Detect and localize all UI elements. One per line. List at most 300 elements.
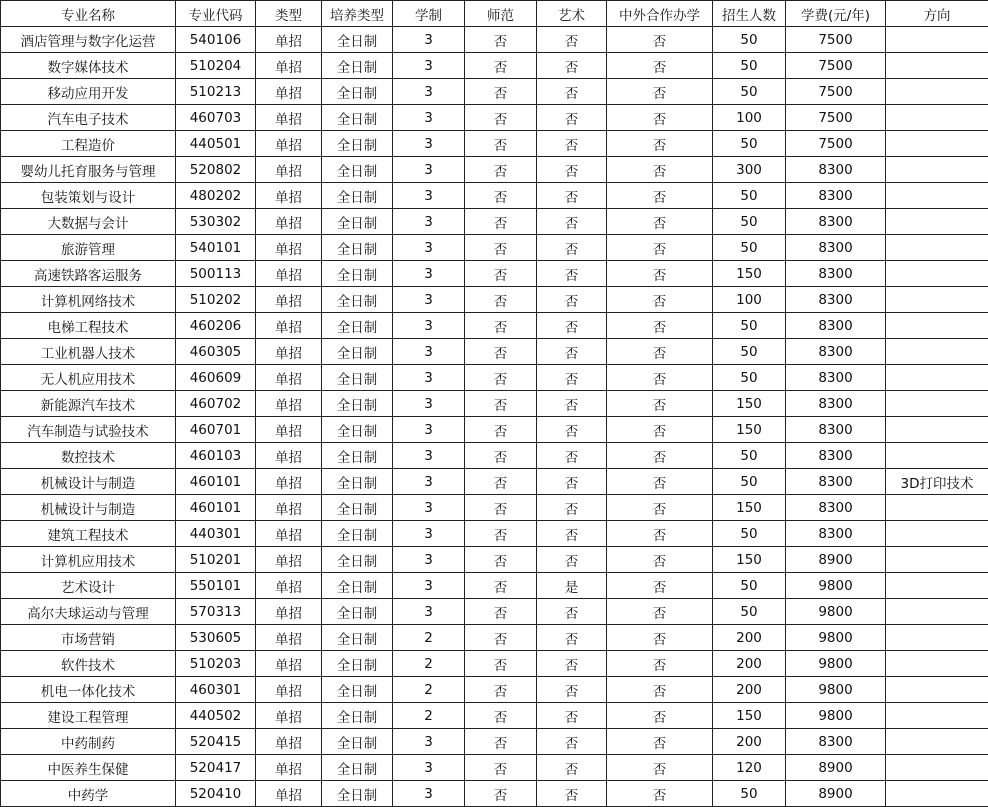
table-row <box>1 599 988 625</box>
cell-enrollment: 50 <box>713 131 786 157</box>
cell-training-type: 全日制 <box>322 365 393 391</box>
cell-duration: 3 <box>393 339 465 365</box>
cell-major-name: 中药制药 <box>1 729 176 755</box>
cell-major-code: 460101 <box>176 469 256 495</box>
cell-sino-foreign: 否 <box>607 183 713 209</box>
cell-enrollment: 50 <box>713 53 786 79</box>
cell-art: 否 <box>537 313 607 339</box>
cell-enrollment: 150 <box>713 547 786 573</box>
cell-type: 单招 <box>256 313 322 339</box>
cell-direction <box>886 417 988 443</box>
cell-enrollment: 100 <box>713 105 786 131</box>
cell-major-name: 旅游管理 <box>1 235 176 261</box>
cell-major-code: 460609 <box>176 365 256 391</box>
cell-direction <box>886 443 988 469</box>
header-enrollment: 招生人数 <box>713 1 786 27</box>
cell-type: 单招 <box>256 599 322 625</box>
cell-type: 单招 <box>256 27 322 53</box>
table-row <box>1 417 988 443</box>
cell-major-code: 510203 <box>176 651 256 677</box>
cell-major-code: 520802 <box>176 157 256 183</box>
cell-training-type: 全日制 <box>322 677 393 703</box>
cell-normal: 否 <box>465 547 537 573</box>
cell-normal: 否 <box>465 625 537 651</box>
cell-major-name: 数控技术 <box>1 443 176 469</box>
cell-type: 单招 <box>256 53 322 79</box>
cell-major-name: 工程造价 <box>1 131 176 157</box>
table-row <box>1 443 988 469</box>
cell-major-code: 510202 <box>176 287 256 313</box>
cell-direction <box>886 781 988 807</box>
cell-major-name: 无人机应用技术 <box>1 365 176 391</box>
cell-direction <box>886 703 988 729</box>
cell-sino-foreign: 否 <box>607 313 713 339</box>
cell-type: 单招 <box>256 391 322 417</box>
cell-normal: 否 <box>465 261 537 287</box>
cell-duration: 3 <box>393 209 465 235</box>
cell-enrollment: 50 <box>713 443 786 469</box>
cell-duration: 3 <box>393 183 465 209</box>
cell-type: 单招 <box>256 365 322 391</box>
cell-direction <box>886 183 988 209</box>
cell-sino-foreign: 否 <box>607 339 713 365</box>
cell-tuition: 8300 <box>786 443 886 469</box>
table-row <box>1 183 988 209</box>
table-row <box>1 651 988 677</box>
cell-normal: 否 <box>465 27 537 53</box>
cell-direction <box>886 365 988 391</box>
cell-tuition: 8900 <box>786 755 886 781</box>
cell-major-code: 510213 <box>176 79 256 105</box>
cell-normal: 否 <box>465 287 537 313</box>
cell-art: 否 <box>537 261 607 287</box>
table-row <box>1 53 988 79</box>
cell-tuition: 7500 <box>786 105 886 131</box>
cell-enrollment: 50 <box>713 469 786 495</box>
cell-enrollment: 50 <box>713 27 786 53</box>
cell-tuition: 8300 <box>786 469 886 495</box>
table-row <box>1 235 988 261</box>
cell-direction: 3D打印技术 <box>886 469 988 495</box>
cell-major-code: 460701 <box>176 417 256 443</box>
cell-sino-foreign: 否 <box>607 391 713 417</box>
cell-enrollment: 200 <box>713 625 786 651</box>
cell-art: 是 <box>537 573 607 599</box>
cell-normal: 否 <box>465 53 537 79</box>
cell-direction <box>886 755 988 781</box>
cell-sino-foreign: 否 <box>607 495 713 521</box>
cell-training-type: 全日制 <box>322 703 393 729</box>
cell-duration: 3 <box>393 313 465 339</box>
table-row <box>1 729 988 755</box>
cell-major-code: 460703 <box>176 105 256 131</box>
cell-normal: 否 <box>465 521 537 547</box>
cell-enrollment: 150 <box>713 495 786 521</box>
cell-training-type: 全日制 <box>322 443 393 469</box>
cell-art: 否 <box>537 391 607 417</box>
cell-sino-foreign: 否 <box>607 365 713 391</box>
cell-art: 否 <box>537 469 607 495</box>
cell-type: 单招 <box>256 625 322 651</box>
cell-training-type: 全日制 <box>322 261 393 287</box>
cell-normal: 否 <box>465 755 537 781</box>
cell-normal: 否 <box>465 79 537 105</box>
cell-normal: 否 <box>465 235 537 261</box>
cell-enrollment: 200 <box>713 729 786 755</box>
cell-direction <box>886 547 988 573</box>
table-row <box>1 339 988 365</box>
cell-direction <box>886 599 988 625</box>
cell-training-type: 全日制 <box>322 131 393 157</box>
cell-major-code: 530302 <box>176 209 256 235</box>
cell-normal: 否 <box>465 573 537 599</box>
cell-major-name: 大数据与会计 <box>1 209 176 235</box>
cell-tuition: 8300 <box>786 417 886 443</box>
cell-enrollment: 50 <box>713 235 786 261</box>
cell-sino-foreign: 否 <box>607 261 713 287</box>
cell-major-code: 480202 <box>176 183 256 209</box>
cell-art: 否 <box>537 443 607 469</box>
cell-type: 单招 <box>256 677 322 703</box>
cell-major-code: 460305 <box>176 339 256 365</box>
cell-tuition: 8300 <box>786 157 886 183</box>
cell-type: 单招 <box>256 703 322 729</box>
cell-type: 单招 <box>256 261 322 287</box>
cell-sino-foreign: 否 <box>607 443 713 469</box>
cell-tuition: 8300 <box>786 365 886 391</box>
table-row <box>1 391 988 417</box>
cell-direction <box>886 573 988 599</box>
cell-training-type: 全日制 <box>322 339 393 365</box>
cell-major-name: 新能源汽车技术 <box>1 391 176 417</box>
cell-tuition: 9800 <box>786 625 886 651</box>
cell-training-type: 全日制 <box>322 105 393 131</box>
cell-normal: 否 <box>465 365 537 391</box>
cell-normal: 否 <box>465 157 537 183</box>
cell-training-type: 全日制 <box>322 183 393 209</box>
cell-sino-foreign: 否 <box>607 625 713 651</box>
cell-major-name: 建筑工程技术 <box>1 521 176 547</box>
cell-enrollment: 150 <box>713 703 786 729</box>
cell-normal: 否 <box>465 781 537 807</box>
table-row <box>1 209 988 235</box>
cell-normal: 否 <box>465 313 537 339</box>
table-row <box>1 105 988 131</box>
cell-sino-foreign: 否 <box>607 469 713 495</box>
cell-sino-foreign: 否 <box>607 781 713 807</box>
cell-duration: 3 <box>393 599 465 625</box>
cell-duration: 2 <box>393 625 465 651</box>
cell-duration: 3 <box>393 469 465 495</box>
cell-duration: 3 <box>393 729 465 755</box>
cell-tuition: 8300 <box>786 521 886 547</box>
cell-training-type: 全日制 <box>322 209 393 235</box>
cell-training-type: 全日制 <box>322 27 393 53</box>
cell-direction <box>886 287 988 313</box>
cell-direction <box>886 131 988 157</box>
cell-training-type: 全日制 <box>322 157 393 183</box>
cell-duration: 2 <box>393 703 465 729</box>
cell-enrollment: 120 <box>713 755 786 781</box>
cell-enrollment: 50 <box>713 781 786 807</box>
cell-art: 否 <box>537 105 607 131</box>
cell-sino-foreign: 否 <box>607 573 713 599</box>
cell-type: 单招 <box>256 495 322 521</box>
cell-direction <box>886 677 988 703</box>
cell-art: 否 <box>537 729 607 755</box>
cell-major-code: 500113 <box>176 261 256 287</box>
cell-training-type: 全日制 <box>322 521 393 547</box>
cell-art: 否 <box>537 53 607 79</box>
cell-major-code: 520410 <box>176 781 256 807</box>
cell-duration: 3 <box>393 391 465 417</box>
cell-normal: 否 <box>465 391 537 417</box>
cell-normal: 否 <box>465 183 537 209</box>
cell-major-code: 510201 <box>176 547 256 573</box>
cell-art: 否 <box>537 365 607 391</box>
cell-enrollment: 50 <box>713 365 786 391</box>
cell-major-name: 移动应用开发 <box>1 79 176 105</box>
cell-duration: 2 <box>393 651 465 677</box>
cell-direction <box>886 729 988 755</box>
cell-art: 否 <box>537 79 607 105</box>
table-body <box>1 27 988 807</box>
cell-major-code: 570313 <box>176 599 256 625</box>
cell-type: 单招 <box>256 781 322 807</box>
cell-normal: 否 <box>465 339 537 365</box>
table-row <box>1 313 988 339</box>
cell-tuition: 8300 <box>786 495 886 521</box>
cell-duration: 3 <box>393 495 465 521</box>
cell-training-type: 全日制 <box>322 495 393 521</box>
cell-major-code: 460702 <box>176 391 256 417</box>
cell-type: 单招 <box>256 79 322 105</box>
table-row <box>1 547 988 573</box>
cell-direction <box>886 521 988 547</box>
cell-major-name: 数字媒体技术 <box>1 53 176 79</box>
cell-direction <box>886 27 988 53</box>
cell-type: 单招 <box>256 755 322 781</box>
cell-type: 单招 <box>256 183 322 209</box>
cell-enrollment: 50 <box>713 209 786 235</box>
header-type: 类型 <box>256 1 322 27</box>
cell-training-type: 全日制 <box>322 651 393 677</box>
cell-art: 否 <box>537 27 607 53</box>
cell-training-type: 全日制 <box>322 781 393 807</box>
cell-sino-foreign: 否 <box>607 53 713 79</box>
cell-direction <box>886 209 988 235</box>
cell-sino-foreign: 否 <box>607 209 713 235</box>
cell-art: 否 <box>537 781 607 807</box>
cell-major-name: 工业机器人技术 <box>1 339 176 365</box>
table-row <box>1 157 988 183</box>
cell-sino-foreign: 否 <box>607 27 713 53</box>
cell-direction <box>886 313 988 339</box>
table-row <box>1 261 988 287</box>
header-duration: 学制 <box>393 1 465 27</box>
cell-training-type: 全日制 <box>322 313 393 339</box>
cell-major-name: 酒店管理与数字化运营 <box>1 27 176 53</box>
cell-training-type: 全日制 <box>322 79 393 105</box>
cell-tuition: 8300 <box>786 261 886 287</box>
cell-normal: 否 <box>465 703 537 729</box>
cell-major-code: 460103 <box>176 443 256 469</box>
cell-training-type: 全日制 <box>322 391 393 417</box>
cell-training-type: 全日制 <box>322 599 393 625</box>
cell-direction <box>886 651 988 677</box>
cell-enrollment: 50 <box>713 339 786 365</box>
cell-sino-foreign: 否 <box>607 729 713 755</box>
cell-major-name: 计算机应用技术 <box>1 547 176 573</box>
table-row <box>1 469 988 495</box>
cell-major-code: 460101 <box>176 495 256 521</box>
cell-direction <box>886 625 988 651</box>
header-major-code: 专业代码 <box>176 1 256 27</box>
table-row <box>1 79 988 105</box>
cell-enrollment: 50 <box>713 313 786 339</box>
cell-enrollment: 50 <box>713 521 786 547</box>
cell-tuition: 8300 <box>786 339 886 365</box>
header-normal: 师范 <box>465 1 537 27</box>
cell-major-code: 440501 <box>176 131 256 157</box>
cell-direction <box>886 79 988 105</box>
cell-enrollment: 50 <box>713 599 786 625</box>
cell-normal: 否 <box>465 495 537 521</box>
cell-major-code: 550101 <box>176 573 256 599</box>
cell-type: 单招 <box>256 287 322 313</box>
cell-training-type: 全日制 <box>322 573 393 599</box>
cell-major-name: 汽车制造与试验技术 <box>1 417 176 443</box>
cell-major-name: 市场营销 <box>1 625 176 651</box>
cell-tuition: 7500 <box>786 27 886 53</box>
table-row <box>1 781 988 807</box>
cell-training-type: 全日制 <box>322 417 393 443</box>
cell-major-code: 520415 <box>176 729 256 755</box>
cell-art: 否 <box>537 703 607 729</box>
table-row <box>1 131 988 157</box>
cell-normal: 否 <box>465 599 537 625</box>
cell-training-type: 全日制 <box>322 755 393 781</box>
cell-art: 否 <box>537 677 607 703</box>
cell-duration: 3 <box>393 365 465 391</box>
cell-sino-foreign: 否 <box>607 131 713 157</box>
cell-duration: 3 <box>393 235 465 261</box>
cell-duration: 3 <box>393 443 465 469</box>
cell-type: 单招 <box>256 131 322 157</box>
table-row <box>1 365 988 391</box>
cell-direction <box>886 495 988 521</box>
cell-duration: 3 <box>393 287 465 313</box>
cell-sino-foreign: 否 <box>607 79 713 105</box>
cell-major-name: 机械设计与制造 <box>1 469 176 495</box>
cell-training-type: 全日制 <box>322 625 393 651</box>
cell-training-type: 全日制 <box>322 287 393 313</box>
cell-normal: 否 <box>465 443 537 469</box>
cell-major-name: 机械设计与制造 <box>1 495 176 521</box>
cell-normal: 否 <box>465 651 537 677</box>
cell-enrollment: 200 <box>713 677 786 703</box>
cell-enrollment: 150 <box>713 391 786 417</box>
cell-major-code: 460301 <box>176 677 256 703</box>
cell-sino-foreign: 否 <box>607 755 713 781</box>
cell-direction <box>886 339 988 365</box>
cell-type: 单招 <box>256 235 322 261</box>
header-sino-foreign: 中外合作办学 <box>607 1 713 27</box>
cell-sino-foreign: 否 <box>607 599 713 625</box>
cell-tuition: 8900 <box>786 547 886 573</box>
cell-normal: 否 <box>465 469 537 495</box>
cell-duration: 3 <box>393 417 465 443</box>
cell-duration: 3 <box>393 261 465 287</box>
cell-tuition: 7500 <box>786 53 886 79</box>
cell-major-code: 520417 <box>176 755 256 781</box>
cell-tuition: 7500 <box>786 131 886 157</box>
cell-major-name: 艺术设计 <box>1 573 176 599</box>
cell-art: 否 <box>537 521 607 547</box>
cell-enrollment: 50 <box>713 573 786 599</box>
table-row <box>1 287 988 313</box>
cell-sino-foreign: 否 <box>607 235 713 261</box>
cell-duration: 3 <box>393 755 465 781</box>
cell-type: 单招 <box>256 729 322 755</box>
cell-major-name: 中药学 <box>1 781 176 807</box>
cell-tuition: 8300 <box>786 209 886 235</box>
table-row <box>1 495 988 521</box>
cell-normal: 否 <box>465 729 537 755</box>
table-row <box>1 677 988 703</box>
cell-art: 否 <box>537 625 607 651</box>
cell-major-name: 软件技术 <box>1 651 176 677</box>
cell-type: 单招 <box>256 547 322 573</box>
cell-training-type: 全日制 <box>322 235 393 261</box>
cell-sino-foreign: 否 <box>607 105 713 131</box>
cell-art: 否 <box>537 209 607 235</box>
cell-art: 否 <box>537 755 607 781</box>
cell-enrollment: 300 <box>713 157 786 183</box>
cell-duration: 3 <box>393 27 465 53</box>
header-training-type: 培养类型 <box>322 1 393 27</box>
cell-normal: 否 <box>465 209 537 235</box>
cell-duration: 3 <box>393 781 465 807</box>
cell-tuition: 9800 <box>786 573 886 599</box>
cell-major-name: 计算机网络技术 <box>1 287 176 313</box>
cell-art: 否 <box>537 157 607 183</box>
cell-art: 否 <box>537 339 607 365</box>
cell-duration: 3 <box>393 521 465 547</box>
cell-art: 否 <box>537 183 607 209</box>
cell-type: 单招 <box>256 443 322 469</box>
cell-training-type: 全日制 <box>322 729 393 755</box>
table-row <box>1 521 988 547</box>
cell-type: 单招 <box>256 209 322 235</box>
cell-tuition: 8900 <box>786 781 886 807</box>
cell-direction <box>886 157 988 183</box>
cell-duration: 3 <box>393 573 465 599</box>
header-row <box>1 1 988 27</box>
cell-tuition: 9800 <box>786 703 886 729</box>
cell-tuition: 8300 <box>786 391 886 417</box>
cell-tuition: 8300 <box>786 235 886 261</box>
cell-major-name: 高速铁路客运服务 <box>1 261 176 287</box>
header-major-name: 专业名称 <box>1 1 176 27</box>
cell-type: 单招 <box>256 417 322 443</box>
cell-sino-foreign: 否 <box>607 547 713 573</box>
table-row <box>1 755 988 781</box>
table-row <box>1 625 988 651</box>
cell-duration: 3 <box>393 547 465 573</box>
cell-art: 否 <box>537 287 607 313</box>
header-tuition: 学费(元/年) <box>786 1 886 27</box>
